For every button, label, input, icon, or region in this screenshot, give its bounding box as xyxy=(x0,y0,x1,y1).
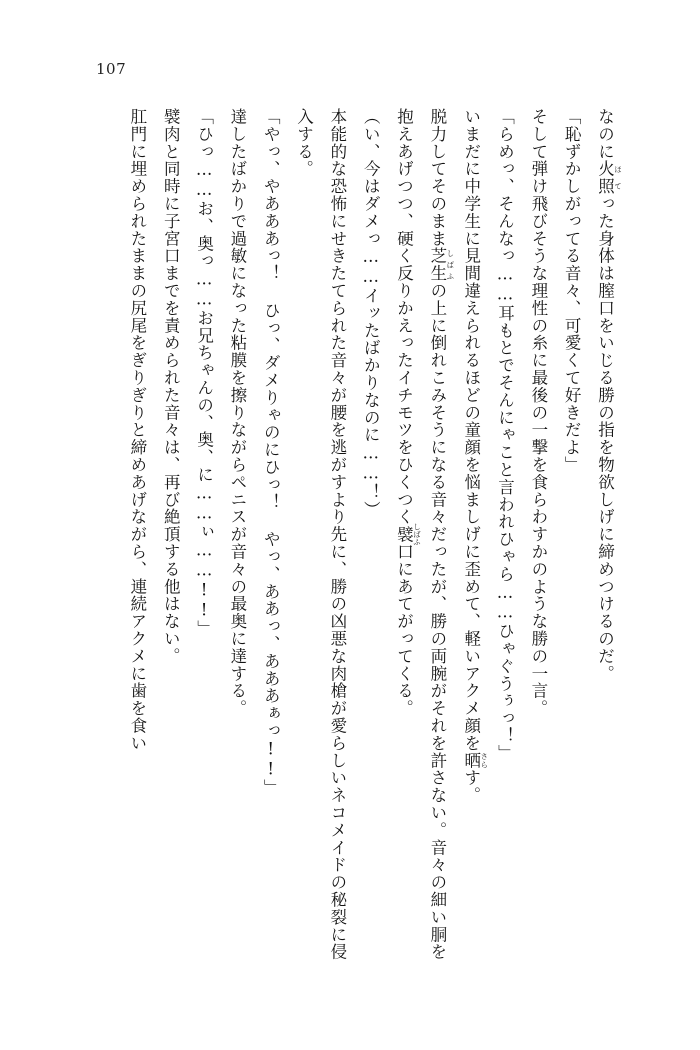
ruby-shibafu: 芝生 しばふ xyxy=(427,247,455,283)
paragraph: 肛門に埋められたままの尻尾をぎりぎりと締めあげながら、連続アクメに歯を食い xyxy=(127,108,147,752)
paragraph: 脱力してそのまま芝生 しばふの上に倒れこみそうになる音々だったが、勝の両腕がそれを許さない。音々の細い胴を抱えあげつつ、硬く反りかえったイチモツをひくつく襞 しばふ口にあてがってくる。 xyxy=(394,108,455,961)
ruby-hote: 火照 ほて xyxy=(595,160,622,196)
ruby-hida: 襞 しばふ xyxy=(394,523,422,546)
ruby-sara: 晒 さら xyxy=(461,751,489,770)
paragraph: 「やっ、やあああっ！ ひっ、ダメりゃのにひっ！ やっ、ああっ、あああぁっ!!」 xyxy=(261,108,281,797)
paragraph: そして弾け飛びそうな理性の糸に最後の一撃を食らわすかのような勝の一言。 xyxy=(528,108,548,717)
paragraph: 達したばかりで過敏になった粘膜を擦りながらペニスが音々の最奥に達する。 xyxy=(227,108,247,717)
paragraph: 「らめっ、そんなっ……耳もとでそんにゃこと言われひゃら……ひゃぐうぅっ！」 xyxy=(495,108,515,762)
paragraph: 「恥ずかしがってる音々、可愛くて好きだよ」 xyxy=(562,108,582,474)
paragraph: （い、今はダメっ……イッたばかりなのに……！） xyxy=(361,108,381,519)
paragraph: 襞肉と同時に子宮口までを責められた音々は、再び絶頂する他はない。 xyxy=(161,108,181,665)
page-number: 107 xyxy=(96,60,127,78)
paragraph: いまだに中学生に見間違えられるほどの童顔を悩ましげに歪めて、軽いアクメ顔を晒 さらす。 xyxy=(461,108,489,805)
vertical-text-body xyxy=(70,108,622,968)
paragraph: 「ひっ……お、奥っ……お兄ちゃんの、奥、に……ぃ……!!」 xyxy=(194,108,214,638)
paragraph: なのに火照 ほてった身体は膣口をいじる勝の指を物欲しげに締めつけるのだ。 xyxy=(595,108,622,683)
paragraph: 本能的な恐怖にせきたてられた音々が腰を逃がすより先に、勝の凶悪な肉槍が愛らしいネコメイドの秘裂に侵入する。 xyxy=(294,108,347,961)
